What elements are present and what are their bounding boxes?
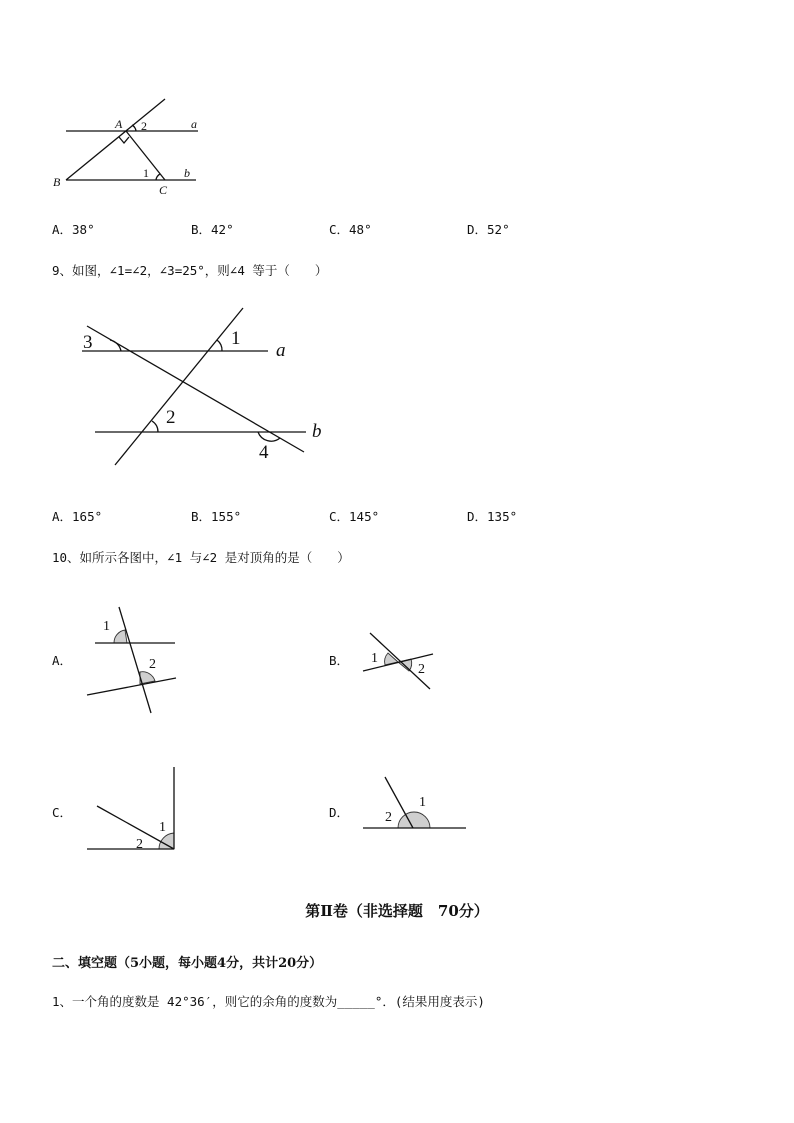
label-1: 1 [371, 651, 378, 666]
q8-option-a: A．38° [52, 222, 95, 237]
q10-option-d-letter: D． [329, 805, 350, 820]
q9-question: 9、如图，∠1=∠2，∠3=25°，则∠4 等于（ ） [52, 263, 328, 278]
section-title: 第Ⅱ卷（非选择题 70分） [305, 902, 489, 920]
q8-option-d: D．52° [467, 222, 510, 237]
line-2 [370, 633, 430, 689]
label-1: 1 [103, 619, 110, 634]
label-2: 2 [136, 837, 143, 852]
label-1: 1 [419, 795, 426, 810]
q10-figure-c [87, 767, 174, 852]
q9-option-a: A．165° [52, 509, 103, 524]
label-a: a [191, 117, 197, 131]
label-2: 2 [166, 407, 176, 428]
q10-option-a-letter: A． [52, 653, 73, 668]
angle-shade [159, 833, 174, 849]
label-3: 3 [83, 332, 93, 353]
angle-1-shade [114, 630, 127, 643]
line-bottom [87, 678, 176, 695]
label-1: 1 [231, 328, 241, 349]
q10-figure-d [363, 777, 466, 828]
label-a: a [276, 340, 286, 361]
q8-option-c: C．48° [329, 222, 372, 237]
label-2: 2 [385, 810, 392, 825]
label-b: b [184, 166, 190, 180]
label-2: 2 [418, 662, 425, 677]
label-1: 1 [159, 820, 166, 835]
q9-option-b: B．155° [191, 509, 242, 524]
label-2: 2 [141, 119, 147, 133]
q10-figure-b [363, 633, 433, 689]
label-b: b [312, 421, 322, 442]
q8-option-b: B．42° [191, 222, 234, 237]
label-2: 2 [149, 657, 156, 672]
label-1: 1 [143, 166, 149, 180]
q9-option-c: C．145° [329, 509, 380, 524]
label-B: B [53, 175, 61, 189]
fill-question-1: 1、一个角的度数是 42°36′，则它的余角的度数为_____°．(结果用度表示) [52, 994, 485, 1009]
label-C: C [159, 183, 168, 197]
transversal [119, 607, 151, 713]
q10-option-c-letter: C． [52, 805, 73, 820]
label-4: 4 [259, 442, 269, 463]
q10-option-b-letter: B． [329, 653, 350, 668]
q9-option-d: D．135° [467, 509, 518, 524]
q10-question: 10、如所示各图中，∠1 与∠2 是对顶角的是（ ） [52, 550, 350, 565]
q10-figure-a [87, 607, 176, 713]
section-subtitle: 二、填空题（5小题，每小题4分，共计20分） [52, 956, 323, 971]
label-A: A [115, 117, 123, 131]
angle-shade [398, 812, 430, 828]
